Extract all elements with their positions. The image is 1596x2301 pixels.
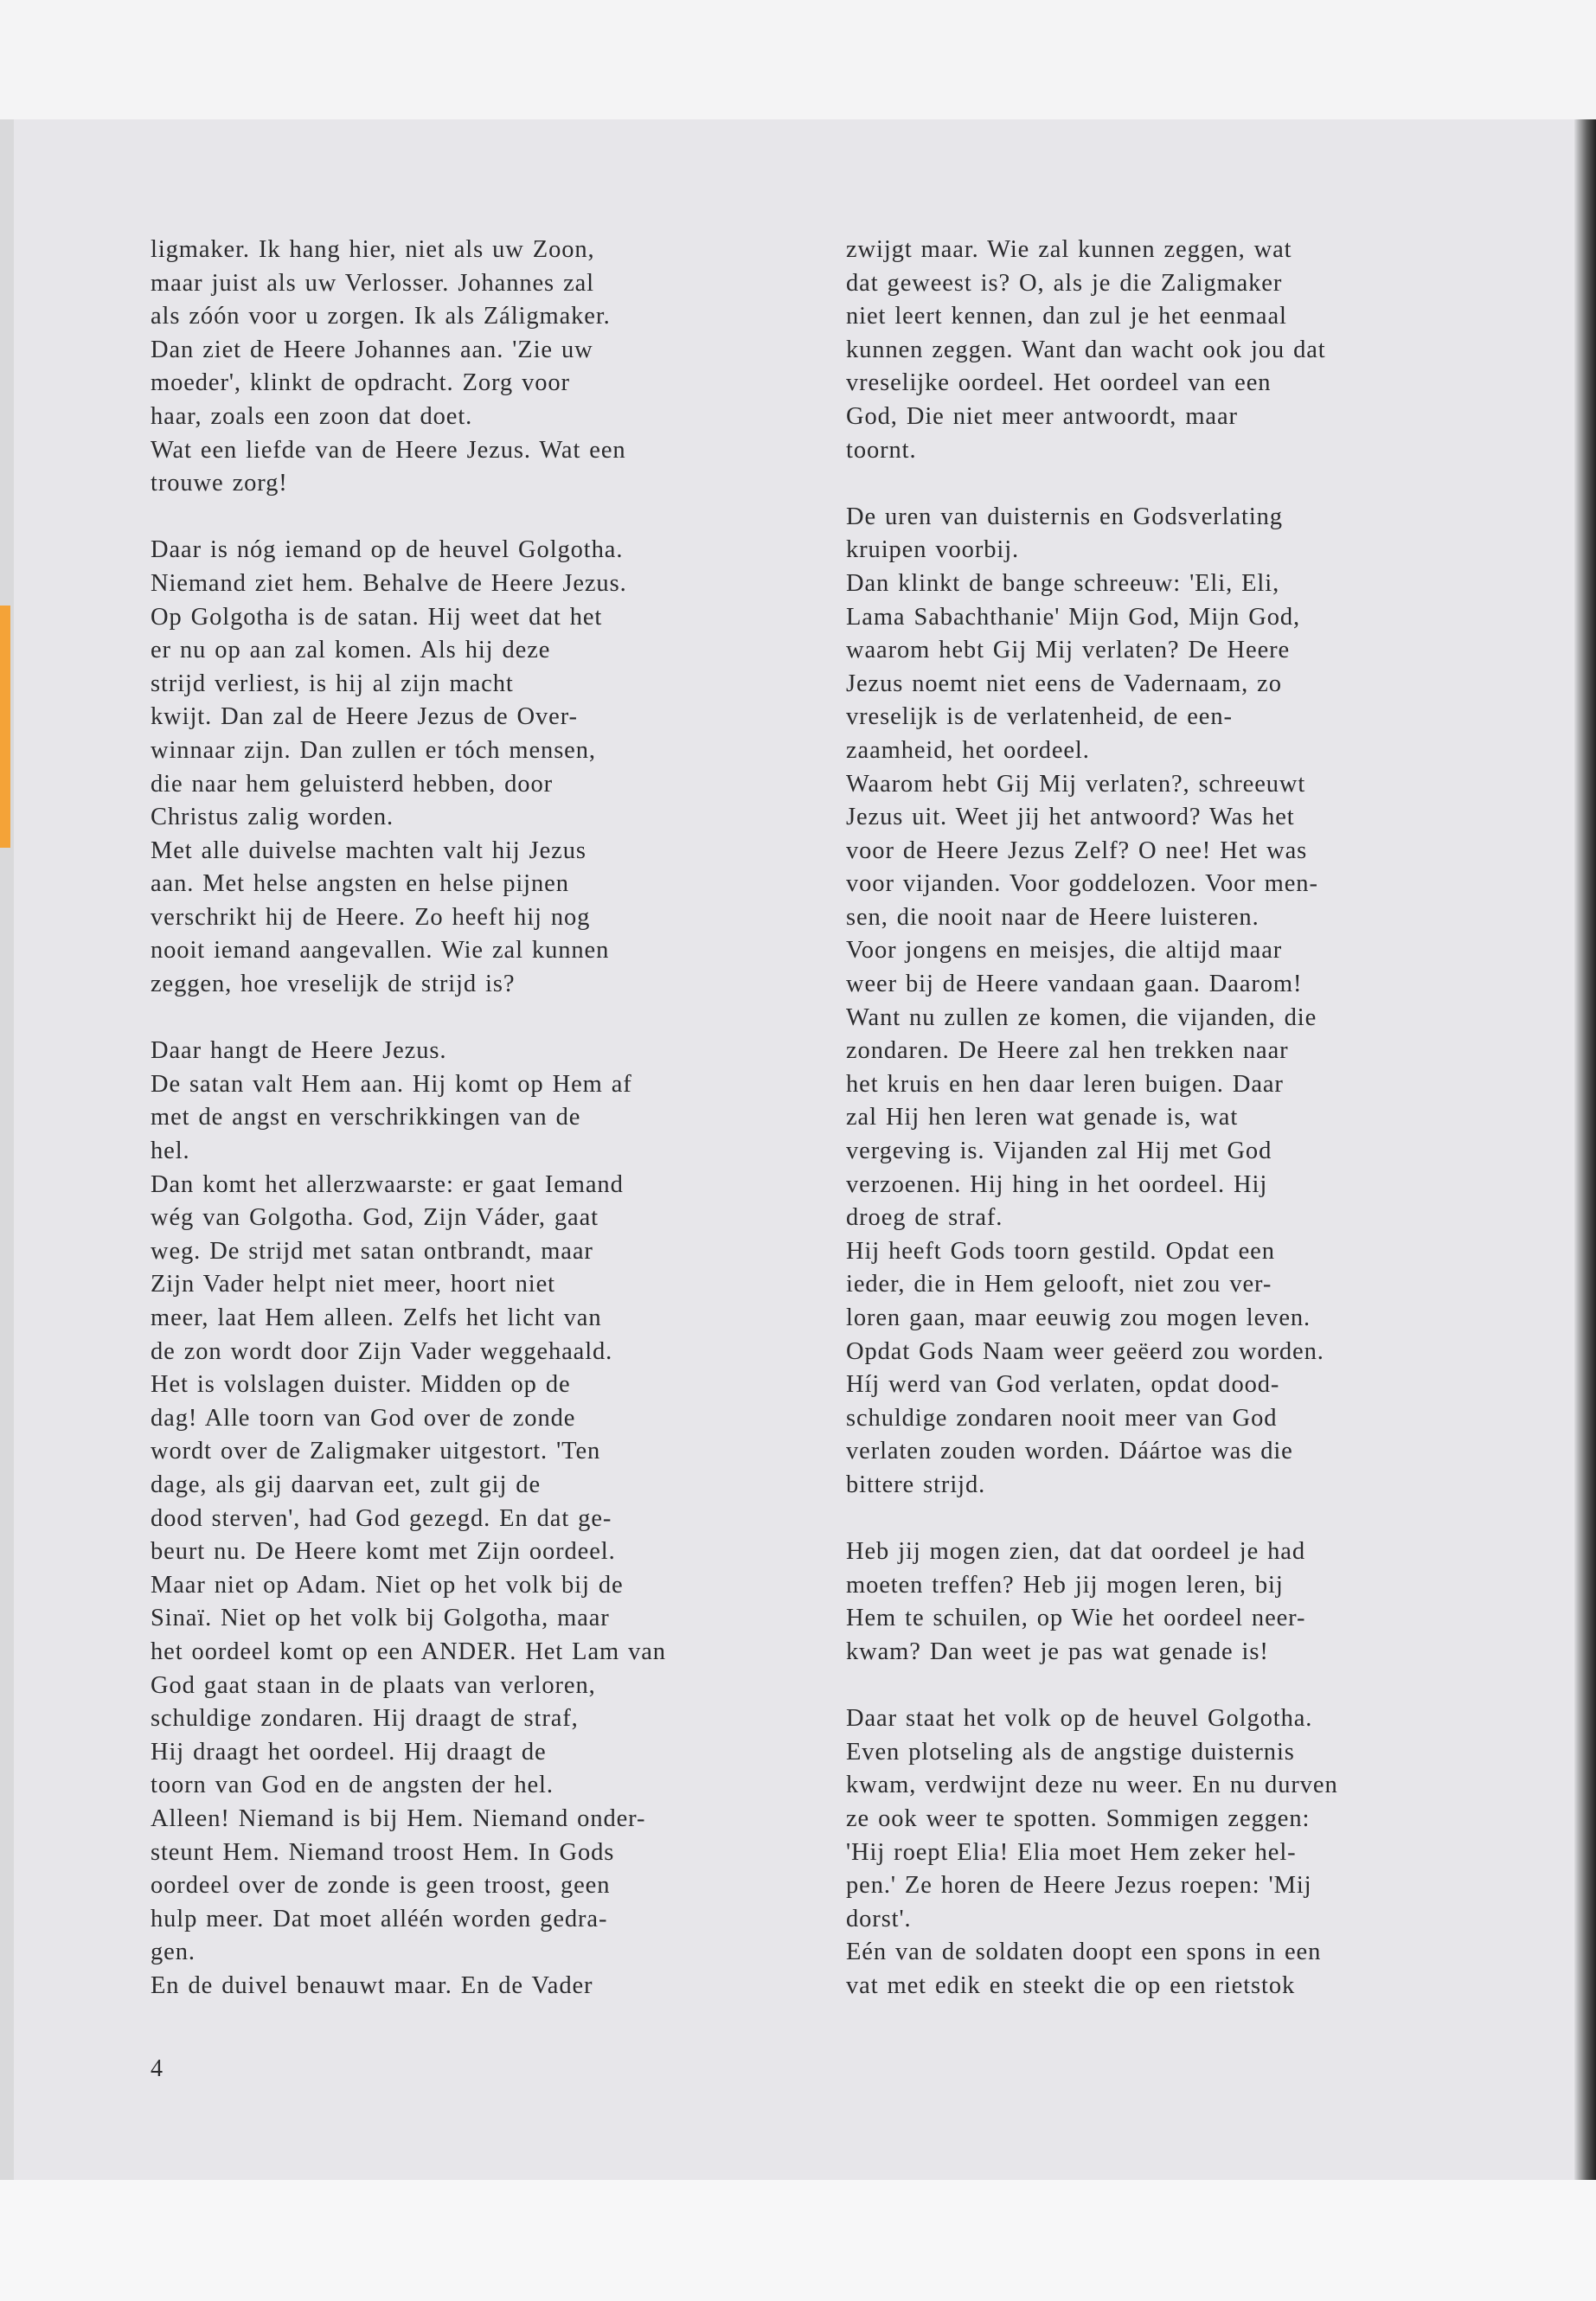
text-line: Dan klinkt de bange schreeuw: 'Eli, Eli, <box>846 569 1280 597</box>
text-line: Alleen! Niemand is bij Hem. Niemand onder- <box>151 1804 646 1832</box>
text-line: Op Golgotha is de satan. Hij weet dat het <box>151 603 603 631</box>
text-line: ligmaker. Ik hang hier, niet als uw Zoon, <box>151 236 595 263</box>
text-line: ze ook weer te spotten. Sommigen zeggen: <box>846 1804 1311 1832</box>
text-line: met de angst en verschrikkingen van de <box>151 1104 581 1131</box>
text-line: Hij heeft Gods toorn gestild. Opdat een <box>846 1237 1275 1265</box>
text-line: zal Hij hen leren wat genade is, wat <box>846 1104 1239 1131</box>
text-line: weg. De strijd met satan ontbrandt, maar <box>151 1237 593 1265</box>
text-line: Even plotseling als de angstige duisternis <box>846 1738 1295 1766</box>
text-line: toorn van God en de angsten der hel. <box>151 1772 554 1799</box>
text-line: oordeel over de zonde is geen troost, geen <box>151 1872 611 1900</box>
text-line: Christus zalig worden. <box>151 804 394 831</box>
text-line: dorst'. <box>846 1905 912 1932</box>
text-line: Waarom hebt Gij Mij verlaten?, schreeuwt <box>846 770 1306 798</box>
text-line: vreselijk is de verlatenheid, de een- <box>846 703 1233 731</box>
text-line: Zijn Vader helpt niet meer, hoort niet <box>151 1271 555 1298</box>
text-line: trouwe zorg! <box>151 470 288 497</box>
text-line: moeder', klinkt de opdracht. Zorg voor <box>151 369 570 397</box>
page-binding-edge <box>1574 119 1596 2180</box>
text-line: ieder, die in Hem gelooft, niet zou ver- <box>846 1271 1272 1298</box>
text-line: Daar hangt de Heere Jezus. <box>151 1037 447 1065</box>
page-number: 4 <box>151 2055 163 2082</box>
text-line: die naar hem geluisterd hebben, door <box>151 770 554 798</box>
text-line: Maar niet op Adam. Niet op het volk bij de <box>151 1571 624 1599</box>
text-line: beurt nu. De Heere komt met Zijn oordeel. <box>151 1538 616 1566</box>
text-line: vreselijke oordeel. Het oordeel van een <box>846 369 1272 397</box>
text-line: verschrikt hij de Heere. Zo heeft hij nog <box>151 903 591 931</box>
text-line: Sinaï. Niet op het volk bij Golgotha, maar <box>151 1605 610 1632</box>
page-bottom-margin <box>0 2180 1596 2301</box>
paragraph-gap <box>151 501 817 535</box>
text-line: Hij draagt het oordeel. Hij draagt de <box>151 1738 547 1766</box>
text-line: Niemand ziet hem. Behalve de Heere Jezus. <box>151 569 627 597</box>
text-line: schuldige zondaren. Hij draagt de straf, <box>151 1705 579 1733</box>
text-line: Lama Sabachthanie' Mijn God, Mijn God, <box>846 603 1301 631</box>
text-line: hulp meer. Dat moet alléén worden gedra- <box>151 1905 608 1932</box>
text-line: strijd verliest, is hij al zijn macht <box>151 670 514 697</box>
text-line: kwam? Dan weet je pas wat genade is! <box>846 1638 1269 1665</box>
text-line: hel. <box>151 1138 190 1165</box>
text-line: aan. Met helse angsten en helse pijnen <box>151 870 569 898</box>
paragraph-gap <box>151 1002 817 1035</box>
text-line: zwijgt maar. Wie zal kunnen zeggen, wat <box>846 236 1292 263</box>
text-line: zondaren. De Heere zal hen trekken naar <box>846 1037 1289 1065</box>
text-line: De uren van duisternis en Godsverlating <box>846 503 1283 530</box>
text-line: Met alle duivelse machten valt hij Jezus <box>151 836 586 864</box>
text-line: zeggen, hoe vreselijk de strijd is? <box>151 971 516 998</box>
text-line: verlaten zouden worden. Dáártoe was die <box>846 1438 1293 1465</box>
text-line: het kruis en hen daar leren buigen. Daar <box>846 1070 1284 1098</box>
text-line: Daar is nóg iemand op de heuvel Golgotha. <box>151 536 624 564</box>
text-line: Wat een liefde van de Heere Jezus. Wat een <box>151 436 626 464</box>
text-line: schuldige zondaren nooit meer van God <box>846 1404 1278 1432</box>
left-text-column <box>151 234 817 2003</box>
text-line: steunt Hem. Niemand troost Hem. In Gods <box>151 1838 615 1866</box>
paragraph-gap <box>846 1503 1469 1536</box>
text-line: haar, zoals een zoon dat doet. <box>151 402 473 430</box>
text-line: winnaar zijn. Dan zullen er tóch mensen, <box>151 736 596 764</box>
text-line: Opdat Gods Naam weer geëerd zou worden. <box>846 1337 1324 1365</box>
text-line: toornt. <box>846 436 917 464</box>
text-line: Heb jij mogen zien, dat dat oordeel je had <box>846 1538 1306 1566</box>
text-line: bittere strijd. <box>846 1471 986 1498</box>
text-line: Dan komt het allerzwaarste: er gaat Iemand <box>151 1170 624 1198</box>
text-line: En de duivel benauwt maar. En de Vader <box>151 1971 593 1999</box>
text-line: pen.' Ze horen de Heere Jezus roepen: 'Mij <box>846 1872 1312 1900</box>
text-line: Hem te schuilen, op Wie het oordeel neer- <box>846 1605 1306 1632</box>
text-line: dat geweest is? O, als je die Zaligmaker <box>846 269 1283 297</box>
text-line: de zon wordt door Zijn Vader weggehaald. <box>151 1337 613 1365</box>
text-line: God, Die niet meer antwoordt, maar <box>846 402 1238 430</box>
page-left-edge <box>0 119 14 2180</box>
text-line: Jezus uit. Weet jij het antwoord? Was het <box>846 804 1295 831</box>
text-line: voor de Heere Jezus Zelf? O nee! Het was <box>846 836 1308 864</box>
text-line: kunnen zeggen. Want dan wacht ook jou dat <box>846 336 1326 363</box>
text-line: kwam, verdwijnt deze nu weer. En nu durven <box>846 1772 1338 1799</box>
paragraph-gap <box>846 1670 1469 1703</box>
text-line: kruipen voorbij. <box>846 536 1020 564</box>
text-line: Het is volslagen duister. Midden op de <box>151 1371 571 1399</box>
text-line: moeten treffen? Heb jij mogen leren, bij <box>846 1571 1284 1599</box>
text-line: De satan valt Hem aan. Hij komt op Hem af <box>151 1070 632 1098</box>
text-line: God gaat staan in de plaats van verloren, <box>151 1671 596 1699</box>
text-line: zaamheid, het oordeel. <box>846 736 1090 764</box>
text-line: er nu op aan zal komen. Als hij deze <box>151 637 551 664</box>
text-line: Jezus noemt niet eens de Vadernaam, zo <box>846 670 1282 697</box>
text-line: meer, laat Hem alleen. Zelfs het licht van <box>151 1304 602 1331</box>
text-line: dag! Alle toorn van God over de zonde <box>151 1404 576 1432</box>
paragraph-gap <box>846 467 1469 501</box>
text-line: dood sterven', had God gezegd. En dat ge- <box>151 1504 612 1532</box>
text-line: Voor jongens en meisjes, die altijd maar <box>846 937 1283 965</box>
text-line: voor vijanden. Voor goddelozen. Voor men- <box>846 870 1318 898</box>
text-line: weer bij de Heere vandaan gaan. Daarom! <box>846 971 1303 998</box>
text-line: Eén van de soldaten doopt een spons in een <box>846 1939 1322 1966</box>
text-line: loren gaan, maar eeuwig zou mogen leven. <box>846 1304 1311 1331</box>
text-line: nooit iemand aangevallen. Wie zal kunnen <box>151 937 610 965</box>
text-line: dage, als gij daarvan eet, zult gij de <box>151 1471 541 1498</box>
text-line: 'Hij roept Elia! Elia moet Hem zeker hel- <box>846 1838 1297 1866</box>
text-line: kwijt. Dan zal de Heere Jezus de Over- <box>151 703 578 731</box>
text-line: vergeving is. Vijanden zal Hij met God <box>846 1138 1272 1165</box>
text-line: maar juist als uw Verlosser. Johannes zal <box>151 269 594 297</box>
text-line: Híj werd van God verlaten, opdat dood- <box>846 1371 1280 1399</box>
text-line: droeg de straf. <box>846 1204 1003 1232</box>
text-line: niet leert kennen, dan zul je het eenmaal <box>846 303 1287 330</box>
text-line: waarom hebt Gij Mij verlaten? De Heere <box>846 637 1291 664</box>
text-line: als zóón voor u zorgen. Ik als Záligmaker. <box>151 303 611 330</box>
orange-bookmark <box>0 606 10 848</box>
text-line: gen. <box>151 1939 195 1966</box>
text-line: Daar staat het volk op de heuvel Golgotha. <box>846 1705 1313 1733</box>
text-line: verzoenen. Hij hing in het oordeel. Hij <box>846 1170 1268 1198</box>
text-line: het oordeel komt op een ANDER. Het Lam van <box>151 1638 666 1665</box>
right-text-column <box>846 234 1469 2003</box>
text-line: vat met edik en steekt die op een rietstok <box>846 1971 1296 1999</box>
text-line: Want nu zullen ze komen, die vijanden, die <box>846 1003 1317 1031</box>
text-line: Dan ziet de Heere Johannes aan. 'Zie uw <box>151 336 593 363</box>
text-line: wég van Golgotha. God, Zijn Váder, gaat <box>151 1204 599 1232</box>
page-top-margin <box>0 0 1596 119</box>
text-line: sen, die nooit naar de Heere luisteren. <box>846 903 1259 931</box>
text-line: wordt over de Zaligmaker uitgestort. 'Ten <box>151 1438 601 1465</box>
